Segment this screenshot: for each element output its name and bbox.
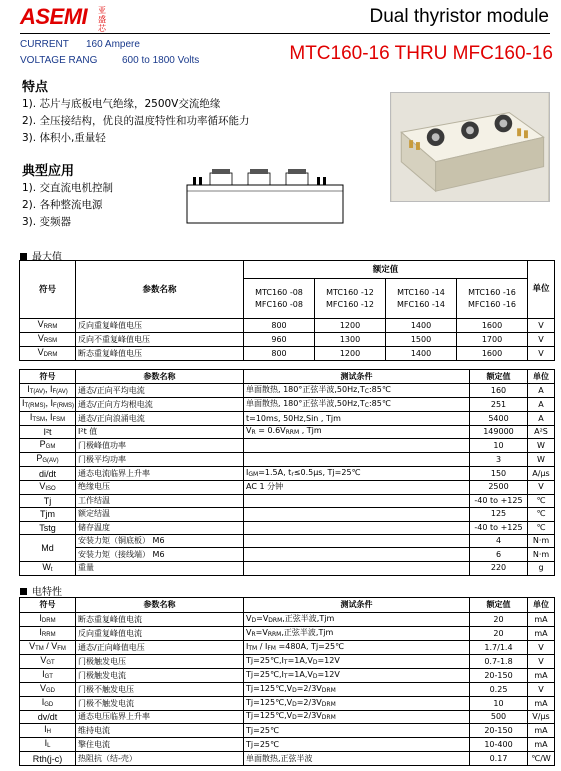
table-row [20, 494, 555, 507]
condition-cell [244, 439, 470, 453]
param-cell: 通态/正向平均电流 [76, 384, 244, 398]
value-cell: 0.17 [470, 752, 528, 765]
unit-cell: W [528, 439, 555, 453]
value-cell: 1400 [386, 347, 457, 361]
table-row [20, 521, 555, 534]
value-cell: 5400 [470, 412, 528, 426]
value-cell: 500 [470, 711, 528, 724]
column-header: 参数名称 [76, 370, 244, 384]
symbol-cell: Tstg [20, 521, 76, 534]
features-list [22, 96, 249, 147]
condition-cell: 单面散热, 180°正弦半波$,50Hz,T_C:85℃$ [244, 398, 470, 412]
param-cell: 热阻抗（结-壳） [76, 752, 244, 765]
application-item: 3). 变频器 [22, 216, 71, 228]
param-cell: 门极触发电压 [76, 655, 244, 669]
param-cell: I²t 值 [76, 426, 244, 439]
table-row [20, 669, 555, 683]
value-cell: 1600 [457, 347, 528, 361]
condition-cell: $V_R=V_{RRM}$,正弦半波,Tjm [244, 627, 470, 641]
value-cell: 20-150 [470, 669, 528, 683]
param-cell: 通态电压临界上升率 [76, 711, 244, 724]
table-row [20, 398, 555, 412]
condition-cell [244, 453, 470, 467]
symbol-cell: Rth(j-c) [20, 752, 76, 765]
param-cell: 通态/正向峰值电压 [76, 641, 244, 655]
value-cell: 0.7-1.8 [470, 655, 528, 669]
table-row [20, 738, 555, 752]
application-item: 2). 各种整流电源 [22, 199, 103, 211]
value-cell: 1500 [386, 333, 457, 347]
symbol-cell: $I_{T(RMS)}$, $I_{F(RMS)}$ [20, 398, 76, 412]
unit-cell: ℃ [528, 508, 555, 521]
value-cell: 20 [470, 627, 528, 641]
unit-cell: mA [528, 724, 555, 738]
param-cell: 反向重复峰值电流 [76, 627, 244, 641]
symbol-cell: $P_{GM}$ [20, 439, 76, 453]
unit-cell: W [528, 453, 555, 467]
value-cell: 1.7/1.4 [470, 641, 528, 655]
value-cell: 251 [470, 398, 528, 412]
unit-cell: A/μs [528, 467, 555, 480]
symbol-cell: di/dt [20, 467, 76, 480]
col-rated: 额定值 [244, 261, 528, 279]
param-cell: 断态重复峰值电压 [76, 347, 244, 361]
value-cell: 125 [470, 508, 528, 521]
param-cell: 维持电流 [76, 724, 244, 738]
logo-chinese-mark: 亚盛芯 [98, 6, 106, 33]
application-item: 1). 交直流电机控制 [22, 182, 113, 194]
unit-cell: V [528, 333, 555, 347]
value-cell: 20 [470, 613, 528, 627]
param-cell: 反向不重复峰值电压 [76, 333, 244, 347]
column-header: 额定值 [470, 370, 528, 384]
param-cell: 工作结温 [76, 494, 244, 507]
condition-cell: $V_D=V_{DRM}$,正弦半波,Tjm [244, 613, 470, 627]
symbol-cell: dv/dt [20, 711, 76, 724]
value-cell: 10 [470, 697, 528, 711]
unit-cell: N·m [528, 548, 555, 561]
table-row [20, 333, 555, 347]
value-cell: 160 [470, 384, 528, 398]
symbol-cell: $I_{GT}$ [20, 669, 76, 683]
condition-cell [244, 561, 470, 575]
param-cell: 门极不触发电流 [76, 697, 244, 711]
param-cell: 门极峰值功率 [76, 439, 244, 453]
unit-cell: V [528, 319, 555, 333]
unit-cell: A [528, 398, 555, 412]
condition-cell: $Tj=125℃,V_D=2/3V_{DRM}$ [244, 697, 470, 711]
unit-cell: V [528, 480, 555, 494]
table-row [20, 697, 555, 711]
model-header: MTC160 -14 MFC160 -14 [386, 279, 457, 319]
table-row [20, 613, 555, 627]
unit-cell: V/μs [528, 711, 555, 724]
param-cell: 断态重复峰值电流 [76, 613, 244, 627]
symbol-cell: $I_{T(AV)}$, $I_{F(AV)}$ [20, 384, 76, 398]
condition-cell [244, 508, 470, 521]
symbol-cell: $V_{GD}$ [20, 683, 76, 697]
value-cell: 149000 [470, 426, 528, 439]
section-bullet [20, 588, 27, 595]
feature-item: 3). 体积小,重量轻 [22, 132, 106, 144]
voltage-value: 600 to 1800 Volts [122, 55, 200, 66]
value-cell: 800 [244, 347, 315, 361]
value-cell: 20-150 [470, 724, 528, 738]
unit-cell: mA [528, 669, 555, 683]
condition-cell: 单面散热, 180°正弦半波$,50Hz,T_C:85℃$ [244, 384, 470, 398]
table-row [20, 711, 555, 724]
column-header: 符号 [20, 370, 76, 384]
value-cell: 1200 [315, 347, 386, 361]
features-heading: 特点 [22, 80, 49, 95]
condition-cell [244, 494, 470, 507]
table-row [20, 683, 555, 697]
condition-cell [244, 548, 470, 561]
asemi-logo: ASEMI [20, 4, 88, 29]
condition-cell: $V_R = 0.6V_{RRM}$ , Tjm [244, 426, 470, 439]
unit-cell: V [528, 655, 555, 669]
param-cell: 反向重复峰值电压 [76, 319, 244, 333]
product-photo [390, 92, 550, 202]
symbol-cell: Tjm [20, 508, 76, 521]
header-rule [20, 33, 550, 34]
value-cell: 10 [470, 439, 528, 453]
condition-cell: 单面散热,正弦半波 [244, 752, 470, 765]
condition-cell: $Tj=125℃,V_D=2/3V_{DRM}$ [244, 711, 470, 724]
value-cell: 0.25 [470, 683, 528, 697]
value-cell: 1700 [457, 333, 528, 347]
unit-cell: ℃ [528, 494, 555, 507]
column-header: 符号 [20, 598, 76, 613]
table-row [20, 752, 555, 765]
symbol-cell: $I_L$ [20, 738, 76, 752]
value-cell: 150 [470, 467, 528, 480]
symbol-cell: $I_{RRM}$ [20, 627, 76, 641]
symbol-cell: I²t [20, 426, 76, 439]
unit-cell: ℃/W [528, 752, 555, 765]
current-value: 160 Ampere [86, 39, 140, 50]
voltage-ratings-table [19, 260, 555, 361]
param-cell: 通态/正向方均根电流 [76, 398, 244, 412]
section-bullet [20, 253, 27, 260]
param-cell: 门极不触发电压 [76, 683, 244, 697]
current-label: CURRENT [20, 39, 69, 50]
symbol-cell: $V_{DRM}$ [20, 347, 76, 361]
part-number-range: MTC160-16 THRU MFC160-16 [289, 43, 553, 64]
param-cell: 重量 [76, 561, 244, 575]
value-cell: 10-400 [470, 738, 528, 752]
col-unit: 单位 [528, 261, 555, 319]
condition-cell: Tj=25℃ [244, 724, 470, 738]
value-cell: 800 [244, 319, 315, 333]
unit-cell: A [528, 412, 555, 426]
value-cell: 3 [470, 453, 528, 467]
value-cell: 1400 [386, 319, 457, 333]
unit-cell: ℃ [528, 521, 555, 534]
unit-cell: mA [528, 613, 555, 627]
symbol-cell: $V_{ISO}$ [20, 480, 76, 494]
condition-cell: Tj=25℃ [244, 738, 470, 752]
table-row [20, 426, 555, 439]
document-title: Dual thyristor module [369, 6, 549, 27]
unit-cell: A [528, 384, 555, 398]
column-header: 单位 [528, 370, 555, 384]
applications-heading: 典型应用 [22, 164, 75, 179]
param-cell: 安装力矩（铜底板） M6 [76, 534, 244, 547]
param-cell: 绝缘电压 [76, 480, 244, 494]
table-row [20, 561, 555, 575]
unit-cell: V [528, 347, 555, 361]
table-row [20, 534, 555, 547]
column-header: 测试条件 [244, 370, 470, 384]
condition-cell: $Tj=125℃,V_D=2/3V_{DRM}$ [244, 683, 470, 697]
unit-cell: V [528, 641, 555, 655]
table-row [20, 641, 555, 655]
table-row [20, 655, 555, 669]
table-row [20, 467, 555, 480]
param-cell: 门极平均功率 [76, 453, 244, 467]
value-cell: 220 [470, 561, 528, 575]
value-cell: 6 [470, 548, 528, 561]
value-cell: -40 to +125 [470, 521, 528, 534]
condition-cell: $I_{TM} / I_{FM} =480A$, Tj=25℃ [244, 641, 470, 655]
col-param: 参数名称 [76, 261, 244, 319]
symbol-cell: $W_t$ [20, 561, 76, 575]
symbol-cell: $I_H$ [20, 724, 76, 738]
symbol-cell: $I_{GD}$ [20, 697, 76, 711]
condition-cell: t=10ms, 50Hz,Sin , Tjm [244, 412, 470, 426]
param-cell: 擎住电流 [76, 738, 244, 752]
unit-cell: V [528, 683, 555, 697]
table-row [20, 412, 555, 426]
symbol-cell: Tj [20, 494, 76, 507]
column-header: 测试条件 [244, 598, 470, 613]
electrical-characteristics-table [19, 597, 555, 766]
symbol-cell: $V_{RRM}$ [20, 319, 76, 333]
applications-list [22, 180, 113, 231]
unit-cell: N·m [528, 534, 555, 547]
column-header: 参数名称 [76, 598, 244, 613]
table-row [20, 439, 555, 453]
symbol-cell: $P_{G(AV)}$ [20, 453, 76, 467]
symbol-cell: $I_{DRM}$ [20, 613, 76, 627]
param-cell: 额定结温 [76, 508, 244, 521]
condition-cell [244, 521, 470, 534]
symbol-cell: $I_{TSM}$, $I_{FSM}$ [20, 412, 76, 426]
feature-item: 1). 芯片与底板电气绝缘，2500V交流绝缘 [22, 98, 221, 110]
value-cell: -40 to +125 [470, 494, 528, 507]
value-cell: 960 [244, 333, 315, 347]
table-row [20, 453, 555, 467]
condition-cell: $Tj=25℃,I_T=1A,V_D=12V$ [244, 655, 470, 669]
table-row [20, 319, 555, 333]
symbol-cell: $V_{TM} / V_{FM}$ [20, 641, 76, 655]
model-header: MTC160 -08 MFC160 -08 [244, 279, 315, 319]
param-cell: 储存温度 [76, 521, 244, 534]
value-cell: 4 [470, 534, 528, 547]
max-ratings-section-title: 最大值 [20, 248, 62, 263]
voltage-label: VOLTAGE RANG [20, 55, 98, 66]
unit-cell: mA [528, 627, 555, 641]
unit-cell: mA [528, 697, 555, 711]
unit-cell: g [528, 561, 555, 575]
table-row [20, 384, 555, 398]
condition-cell: $I_{GM}=1.5A$, $t_r\le 0.5\mu s$, Tj=25℃ [244, 467, 470, 480]
table-row [20, 480, 555, 494]
symbol-cell: $V_{RSM}$ [20, 333, 76, 347]
max-ratings-table [19, 369, 555, 576]
electrical-section-title: 电特性 [20, 583, 62, 598]
table-row [20, 347, 555, 361]
unit-cell: A²S [528, 426, 555, 439]
col-symbol: 符号 [20, 261, 76, 319]
column-header: 额定值 [470, 598, 528, 613]
condition-cell [244, 534, 470, 547]
value-cell: 1300 [315, 333, 386, 347]
table-row [20, 724, 555, 738]
column-header: 单位 [528, 598, 555, 613]
module-outline-drawing [185, 165, 345, 225]
model-header: MTC160 -16 MFC160 -16 [457, 279, 528, 319]
param-cell: 通态/正向浪涌电流 [76, 412, 244, 426]
param-cell: 门极触发电流 [76, 669, 244, 683]
condition-cell: AC 1 分钟 [244, 480, 470, 494]
model-header: MTC160 -12 MFC160 -12 [315, 279, 386, 319]
table-row [20, 627, 555, 641]
param-cell: 安装力矩（接线端） M6 [76, 548, 244, 561]
value-cell: 2500 [470, 480, 528, 494]
feature-item: 2). 全压接结构，优良的温度特性和功率循环能力 [22, 115, 250, 127]
table-row [20, 548, 555, 561]
symbol-cell: $V_{GT}$ [20, 655, 76, 669]
table-row [20, 508, 555, 521]
param-cell: 通态电流临界上升率 [76, 467, 244, 480]
condition-cell: $Tj=25℃,I_T=1A,V_D=12V$ [244, 669, 470, 683]
symbol-cell: Md [20, 534, 76, 561]
value-cell: 1200 [315, 319, 386, 333]
value-cell: 1600 [457, 319, 528, 333]
unit-cell: mA [528, 738, 555, 752]
